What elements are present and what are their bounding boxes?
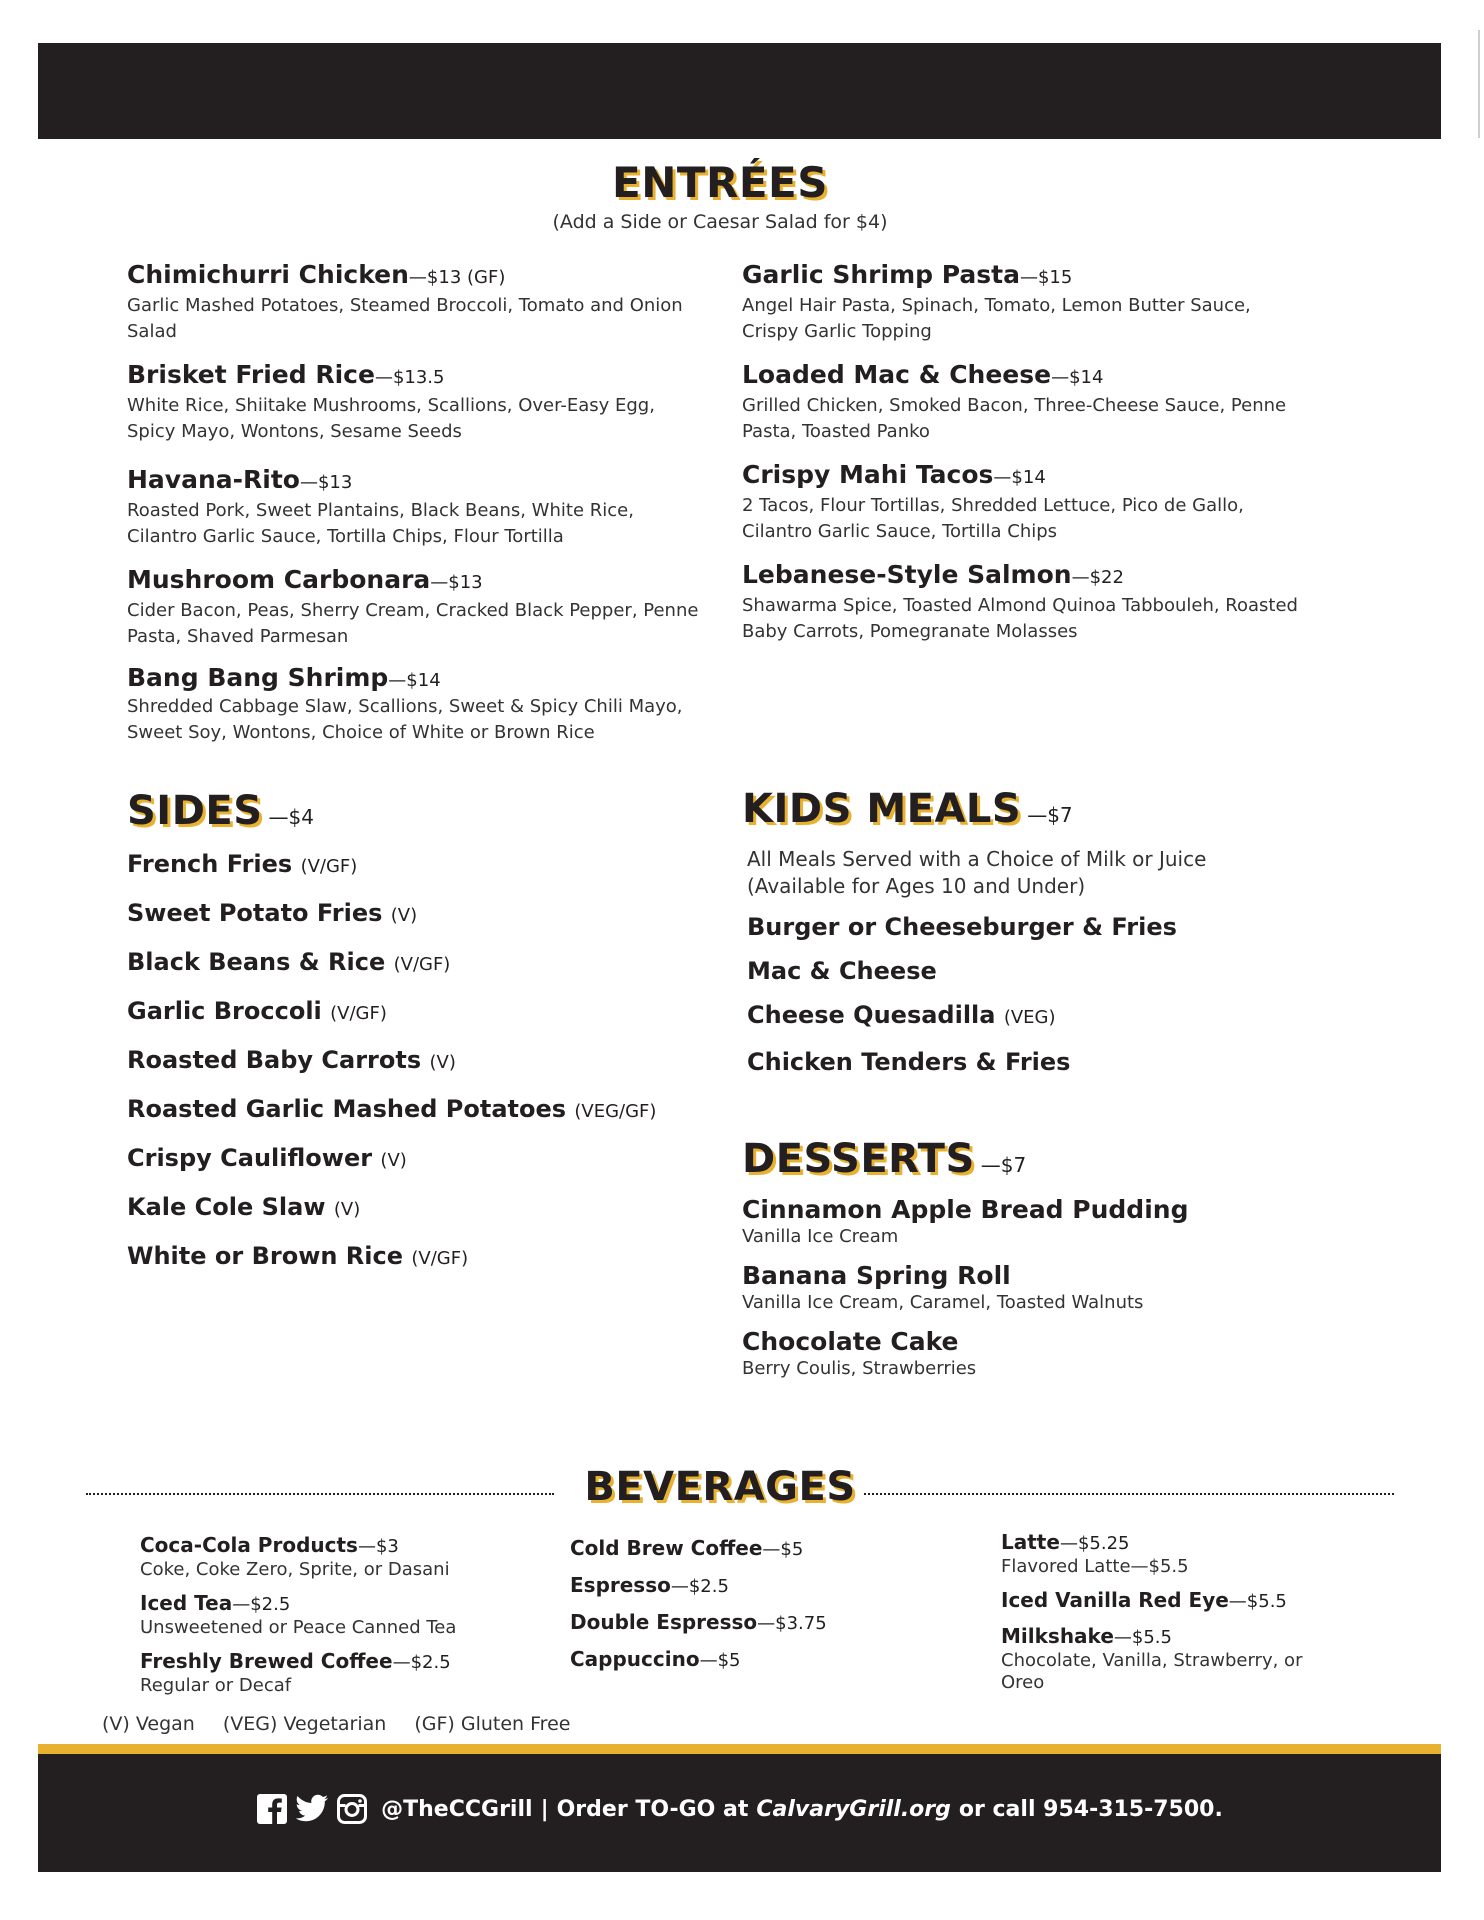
beverage-name: Espresso	[570, 1573, 671, 1597]
beverage-item	[570, 1536, 950, 1562]
dessert-description: Berry Coulis, Strawberries	[742, 1358, 977, 1379]
kids-meals-title	[742, 786, 1073, 832]
entree-description: Grilled Chicken, Smoked Bacon, Three-Cheese Sauce, Penne Pasta, Toasted Panko	[742, 395, 1287, 442]
instagram-icon[interactable]	[337, 1794, 367, 1824]
kids-meals-title-text: KIDS MEALS	[742, 786, 1022, 832]
facebook-icon[interactable]	[257, 1794, 287, 1824]
sides-title	[127, 788, 314, 834]
entree-price: —$22	[1071, 567, 1124, 588]
entree-description: Garlic Mashed Potatoes, Steamed Broccoli, Tomato and Onion Salad	[127, 295, 683, 342]
entree-price: —$13.5	[374, 367, 445, 388]
side-name: Crispy Cauliflower	[127, 1144, 373, 1172]
side-name: Kale Cole Slaw	[127, 1193, 326, 1221]
beverage-name: Coca-Cola Products	[140, 1533, 358, 1557]
kids-item-name: Chicken Tenders & Fries	[747, 1048, 1071, 1076]
diet-tag: (V)	[390, 905, 418, 926]
side-name: Roasted Garlic Mashed Potatoes	[127, 1095, 567, 1123]
desserts-list	[742, 1194, 1342, 1392]
desserts-title-text: DESSERTS	[742, 1136, 975, 1182]
beverages-column-3	[1001, 1530, 1401, 1704]
entrees-left-column	[127, 260, 707, 761]
diet-tag: (V/GF)	[411, 1248, 469, 1269]
dessert-item	[742, 1326, 1342, 1380]
kids-meals-price: —$7	[1027, 803, 1073, 827]
entrees-subtitle: (Add a Side or Caesar Salad for $4)	[552, 211, 888, 233]
kids-meals-note	[747, 846, 1347, 900]
side-item	[127, 947, 727, 980]
side-item	[127, 849, 727, 882]
beverage-item	[1001, 1530, 1401, 1578]
entree-price: —$15	[1019, 267, 1073, 288]
entree-name: Havana-Rito	[127, 465, 300, 494]
dessert-name: Cinnamon Apple Bread Pudding	[742, 1195, 1189, 1224]
entrees-right-column	[742, 260, 1302, 660]
entree-name: Loaded Mac & Cheese	[742, 360, 1052, 389]
entree-name: Chimichurri Chicken	[127, 260, 409, 289]
entree-description: Shawarma Spice, Toasted Almond Quinoa Tabbouleh, Roasted Baby Carrots, Pomegranate Molasses	[742, 595, 1298, 642]
diet-legend	[102, 1713, 592, 1735]
beverage-price: —$5	[699, 1650, 741, 1671]
entree-description: Cider Bacon, Peas, Sherry Cream, Cracked Black Pepper, Penne Pasta, Shaved Parmesan	[127, 600, 699, 647]
entree-price: —$14	[1051, 367, 1104, 388]
beverage-item	[140, 1533, 560, 1581]
footer-contact	[0, 1794, 1480, 1824]
dessert-description: Vanilla Ice Cream	[742, 1226, 899, 1247]
kids-item	[747, 1047, 1347, 1077]
beverage-description: Coke, Coke Zero, Sprite, or Dasani	[140, 1559, 450, 1580]
kids-note-line: (Available for Ages 10 and Under)	[747, 874, 1086, 898]
beverages-column-2	[570, 1536, 950, 1683]
kids-item	[747, 912, 1347, 942]
kids-meals-list	[747, 846, 1347, 1091]
entree-item	[742, 260, 1302, 345]
footer-gold-stripe	[38, 1744, 1441, 1754]
entree-name: Bang Bang Shrimp	[127, 663, 389, 692]
legend-vegan: (V) Vegan	[102, 1713, 195, 1735]
twitter-icon[interactable]	[295, 1794, 329, 1824]
beverage-item	[140, 1591, 560, 1639]
entree-description: Shredded Cabbage Slaw, Scallions, Sweet & Spicy Chili Mayo, Sweet Soy, Wontons, Choice of White or Brown Rice	[127, 696, 683, 743]
beverage-description: Flavored Latte—$5.5	[1001, 1556, 1189, 1577]
dessert-item	[742, 1260, 1342, 1314]
side-name: Roasted Baby Carrots	[127, 1046, 422, 1074]
entree-item	[127, 565, 707, 650]
entree-item	[127, 260, 707, 345]
desserts-title	[742, 1136, 1026, 1182]
beverage-price: —$3.75	[757, 1613, 827, 1634]
beverage-name: Double Espresso	[570, 1610, 758, 1634]
side-item	[127, 1192, 727, 1225]
diet-tag: (V)	[333, 1199, 361, 1220]
entree-name: Brisket Fried Rice	[127, 360, 375, 389]
entree-price: —$14	[388, 670, 441, 691]
sides-price: —$4	[268, 805, 314, 829]
entree-item	[742, 460, 1302, 545]
page-edge-line	[1478, 30, 1480, 138]
dessert-name: Banana Spring Roll	[742, 1261, 1011, 1290]
beverages-column-1	[140, 1533, 560, 1707]
side-item	[127, 1143, 727, 1176]
entree-name: Mushroom Carbonara	[127, 565, 431, 594]
beverage-item	[1001, 1588, 1401, 1614]
entree-item	[127, 465, 707, 550]
beverage-description: Chocolate, Vanilla, Strawberry, or Oreo	[1001, 1650, 1303, 1693]
beverage-price: —$2.5	[232, 1594, 291, 1615]
side-name: French Fries	[127, 850, 293, 878]
beverage-price: —$2.5	[670, 1576, 729, 1597]
diet-tag: (V)	[429, 1052, 456, 1073]
entree-name: Crispy Mahi Tacos	[742, 460, 994, 489]
entrees-title: ENTRÉES	[612, 158, 828, 207]
side-item	[127, 898, 727, 931]
entree-description: 2 Tacos, Flour Tortillas, Shredded Lettuce, Pico de Gallo, Cilantro Garlic Sauce, Tortilla Chips	[742, 495, 1244, 542]
entree-price: —$14	[993, 467, 1046, 488]
beverage-name: Iced Vanilla Red Eye	[1001, 1588, 1229, 1612]
entree-description: White Rice, Shiitake Mushrooms, Scallions, Over-Easy Egg, Spicy Mayo, Wontons, Sesame Seeds	[127, 395, 655, 442]
entree-description: Angel Hair Pasta, Spinach, Tomato, Lemon Butter Sauce, Crispy Garlic Topping	[742, 295, 1251, 342]
diet-tag: (V/GF)	[393, 954, 451, 975]
beverage-item	[570, 1610, 950, 1636]
sides-title-text: SIDES	[127, 788, 263, 834]
kids-item-name: Burger or Cheeseburger & Fries	[747, 913, 1177, 941]
side-item	[127, 996, 727, 1029]
side-name: White or Brown Rice	[127, 1242, 404, 1270]
side-name: Sweet Potato Fries	[127, 899, 383, 927]
beverage-name: Cappuccino	[570, 1647, 700, 1671]
entree-name: Lebanese-Style Salmon	[742, 560, 1072, 589]
beverage-name: Milkshake	[1001, 1624, 1114, 1648]
side-item	[127, 1094, 727, 1127]
legend-gluten-free: (GF) Gluten Free	[414, 1713, 571, 1735]
sides-list	[127, 849, 727, 1290]
entree-name: Garlic Shrimp Pasta	[742, 260, 1020, 289]
social-icons	[257, 1794, 367, 1824]
beverage-name: Freshly Brewed Coffee	[140, 1649, 393, 1673]
diet-tag: (VEG/GF)	[574, 1101, 657, 1122]
diet-tag: (V)	[380, 1150, 407, 1171]
side-name: Black Beans & Rice	[127, 948, 386, 976]
kids-item-name: Mac & Cheese	[747, 957, 937, 985]
entree-item	[127, 360, 707, 445]
entree-item	[742, 560, 1302, 645]
beverage-price: —$3	[357, 1536, 399, 1557]
beverage-item	[140, 1649, 560, 1697]
side-item	[127, 1045, 727, 1078]
beverage-price: —$2.5	[392, 1652, 451, 1673]
side-item	[127, 1241, 727, 1274]
beverage-price: —$5.5	[1113, 1627, 1172, 1648]
entree-price: —$13	[299, 472, 353, 493]
beverage-item	[570, 1573, 950, 1599]
header-bar	[38, 43, 1441, 139]
entree-description: Roasted Pork, Sweet Plantains, Black Beans, White Rice, Cilantro Garlic Sauce, Tortilla Chips, Flour Tortilla	[127, 500, 634, 547]
diet-tag: (V/GF)	[330, 1003, 387, 1024]
entree-price: —$13 (GF)	[408, 267, 506, 288]
kids-note-line: All Meals Served with a Choice of Milk or Juice	[747, 847, 1207, 871]
beverage-price: —$5	[762, 1539, 804, 1560]
desserts-price: —$7	[980, 1153, 1027, 1177]
phone-text: or call 954-315-7500.	[958, 1796, 1223, 1822]
beverage-description: Unsweetened or Peace Canned Tea	[140, 1617, 457, 1638]
social-handle[interactable]: @TheCCGrill	[381, 1796, 533, 1822]
legend-vegetarian: (VEG) Vegetarian	[222, 1713, 387, 1735]
beverage-price: —$5.5	[1228, 1591, 1287, 1612]
diet-tag: (VEG)	[1003, 1007, 1056, 1028]
entree-item	[127, 665, 707, 746]
side-name: Garlic Broccoli	[127, 997, 322, 1025]
beverage-name: Iced Tea	[140, 1591, 233, 1615]
entree-price: —$13	[430, 572, 483, 593]
beverage-price: —$5.25	[1059, 1533, 1130, 1554]
beverage-description: Regular or Decaf	[140, 1675, 292, 1696]
beverage-item	[570, 1647, 950, 1673]
kids-item-name: Cheese Quesadilla	[747, 1001, 996, 1029]
diet-tag: (V/GF)	[300, 856, 358, 877]
beverage-name: Latte	[1001, 1530, 1060, 1554]
beverages-title: BEVERAGES	[584, 1464, 856, 1510]
beverage-item	[1001, 1624, 1401, 1694]
dessert-name: Chocolate Cake	[742, 1327, 959, 1356]
entree-item	[742, 360, 1302, 445]
order-text: Order TO-GO at	[556, 1796, 749, 1822]
kids-item	[747, 956, 1347, 986]
footer-separator: |	[540, 1796, 549, 1822]
dessert-item	[742, 1194, 1342, 1248]
kids-item	[747, 1000, 1347, 1033]
website-link[interactable]: CalvaryGrill.org	[756, 1796, 951, 1822]
beverage-name: Cold Brew Coffee	[570, 1536, 763, 1560]
dessert-description: Vanilla Ice Cream, Caramel, Toasted Walnuts	[742, 1292, 1144, 1313]
